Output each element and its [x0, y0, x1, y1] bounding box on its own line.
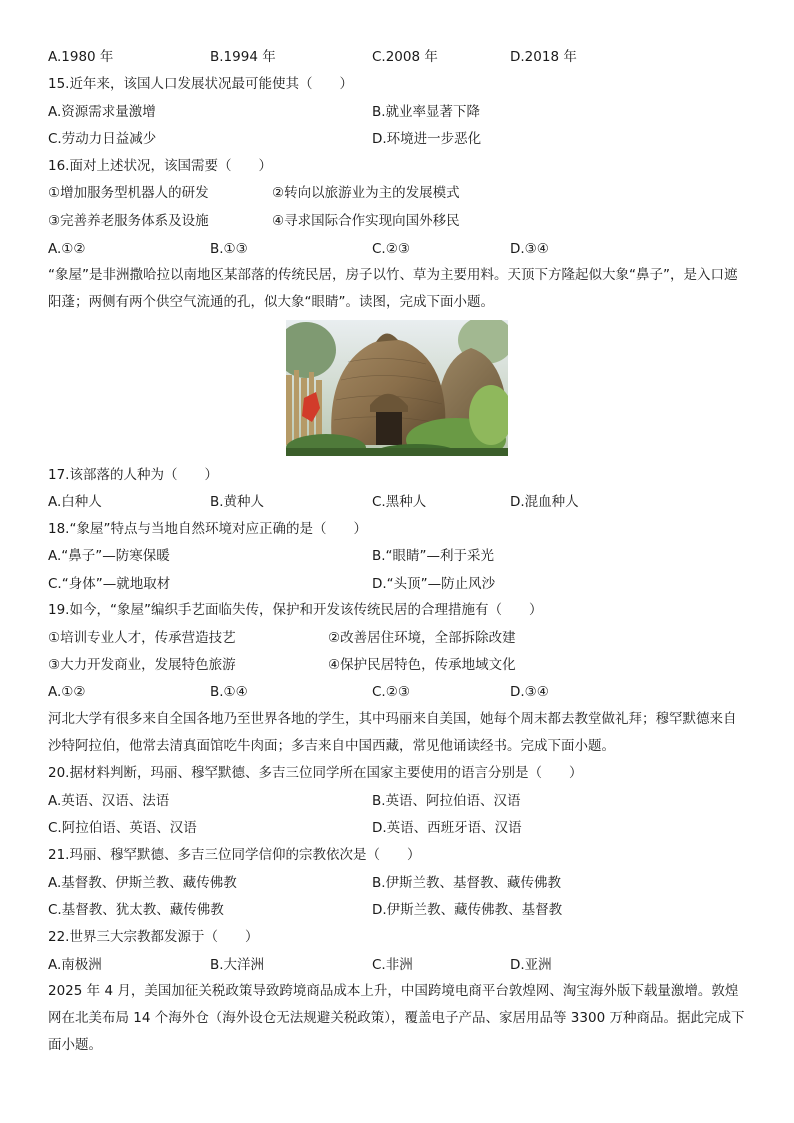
q21-option-d: D.伊斯兰教、藏传佛教、基督教: [372, 902, 563, 918]
q19-option-d: D.③④: [510, 684, 549, 700]
q22-option-a: A.南极洲: [48, 957, 102, 973]
q22-stem: 22.世界三大宗教都发源于（ ）: [48, 929, 259, 945]
q16-option-d: D.③④: [510, 241, 549, 257]
passage-elephant-house: “象屋”是非洲撒哈拉以南地区某部落的传统民居，房子以竹、草为主要用料。天顶下方隆起似大象“鼻子”，是入口遮阳蓬；两侧有两个供空气流通的孔，似大象“眼睛”。读图，完成下面小题。: [48, 267, 738, 310]
q21-option-a: A.基督教、伊斯兰教、藏传佛教: [48, 875, 237, 891]
q20-option-a: A.英语、汉语、法语: [48, 793, 170, 809]
q18-stem: 18.“象屋”特点与当地自然环境对应正确的是（ ）: [48, 521, 367, 537]
q15-option-c: C.劳动力日益减少: [48, 131, 157, 147]
q14-option-c: C.2008 年: [372, 49, 438, 65]
q19-item-2: ②改善居住环境，全部拆除改建: [328, 630, 516, 646]
q16-option-a: A.①②: [48, 241, 86, 257]
q16-item-1: ①增加服务型机器人的研发: [48, 185, 209, 201]
q20-option-c: C.阿拉伯语、英语、汉语: [48, 820, 197, 836]
q19-item-4: ④保护民居特色，传承地域文化: [328, 657, 516, 673]
q15-option-d: D.环境进一步恶化: [372, 131, 482, 147]
q19-stem: 19.如今，“象屋”编织手艺面临失传，保护和开发该传统民居的合理措施有（ ）: [48, 602, 543, 618]
q18-option-b: B.“眼睛”—利于采光: [372, 548, 495, 564]
q15-stem: 15.近年来，该国人口发展状况最可能使其（ ）: [48, 76, 353, 92]
q19-item-3: ③大力开发商业，发展特色旅游: [48, 657, 236, 673]
q17-option-a: A.白种人: [48, 494, 102, 510]
q16-option-c: C.②③: [372, 241, 410, 257]
q19-option-c: C.②③: [372, 684, 410, 700]
q17-stem: 17.该部落的人种为（ ）: [48, 467, 218, 483]
q16-item-2: ②转向以旅游业为主的发展模式: [272, 185, 460, 201]
q17-option-d: D.混血种人: [510, 494, 579, 510]
q17-option-b: B.黄种人: [210, 494, 265, 510]
q19-item-1: ①培训专业人才，传承营造技艺: [48, 630, 236, 646]
q15-option-b: B.就业率显著下降: [372, 104, 481, 120]
q18-option-c: C.“身体”—就地取材: [48, 576, 171, 592]
q16-item-4: ④寻求国际合作实现向国外移民: [272, 213, 460, 229]
q20-stem: 20.据材料判断，玛丽、穆罕默德、多吉三位同学所在国家主要使用的语言分别是（ ）: [48, 765, 583, 781]
q14-option-a: A.1980 年: [48, 49, 114, 65]
q14-option-d: D.2018 年: [510, 49, 577, 65]
q14-option-b: B.1994 年: [210, 49, 276, 65]
q21-option-c: C.基督教、犹太教、藏传佛教: [48, 902, 224, 918]
q16-item-3: ③完善养老服务体系及设施: [48, 213, 209, 229]
passage-students: 河北大学有很多来自全国各地乃至世界各地的学生，其中玛丽来自美国，她每个周末都去教堂做礼拜；穆罕默德来自沙特阿拉伯，他常去清真面馆吃牛肉面；多吉来自中国西藏，常见他诵读经书。完成下面小题。: [48, 711, 737, 754]
q21-option-b: B.伊斯兰教、基督教、藏传佛教: [372, 875, 562, 891]
q18-option-a: A.“鼻子”—防寒保暖: [48, 548, 170, 564]
q22-option-d: D.亚洲: [510, 957, 552, 973]
passage-tariff: 2025 年 4 月，美国加征关税政策导致跨境商品成本上升，中国跨境电商平台敦煌网、淘宝海外版下载量激增。敦煌网在北美布局 14 个海外仓（海外设仓无法规避关税政策），覆盖电子产品、家居用品等 3300 万种商品。据此完成下面小题。: [48, 983, 745, 1053]
q21-stem: 21.玛丽、穆罕默德、多吉三位同学信仰的宗教依次是（ ）: [48, 847, 421, 863]
q19-option-a: A.①②: [48, 684, 86, 700]
q22-option-c: C.非洲: [372, 957, 413, 973]
q16-option-b: B.①③: [210, 241, 248, 257]
q20-option-b: B.英语、阿拉伯语、汉语: [372, 793, 521, 809]
q18-option-d: D.“头顶”—防止风沙: [372, 576, 496, 592]
q17-option-c: C.黑种人: [372, 494, 427, 510]
q15-option-a: A.资源需求量激增: [48, 104, 156, 120]
q22-option-b: B.大洋洲: [210, 957, 265, 973]
elephant-house-photo: [286, 320, 508, 456]
q16-stem: 16.面对上述状况，该国需要（ ）: [48, 158, 272, 174]
q20-option-d: D.英语、西班牙语、汉语: [372, 820, 522, 836]
q19-option-b: B.①④: [210, 684, 248, 700]
